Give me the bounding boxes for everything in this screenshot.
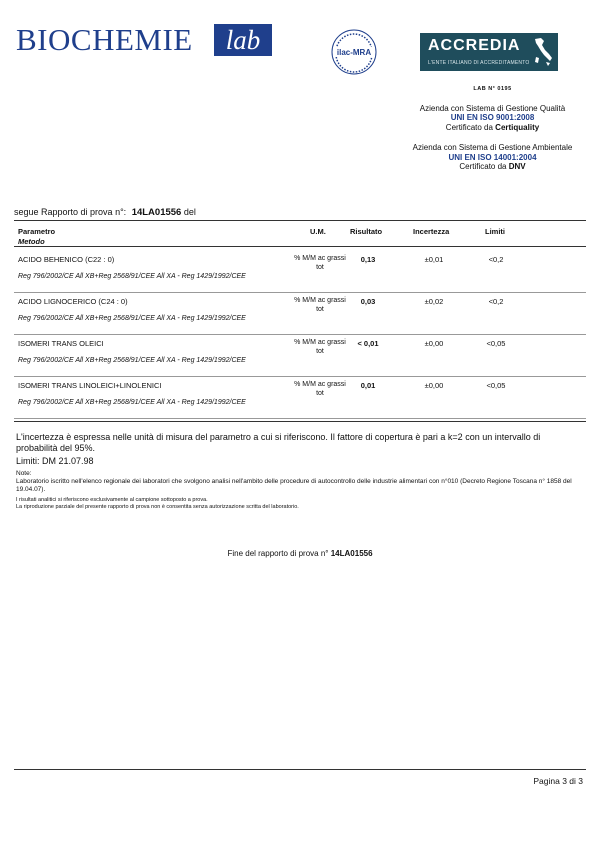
page-number: Pagina 3 di 3 <box>533 776 583 786</box>
param-uncertainty: ±0,02 <box>424 297 444 306</box>
table-row <box>14 376 586 418</box>
logo-text: BIOCHEMIE <box>16 22 193 57</box>
col-header-risultato: Risultato <box>350 227 383 236</box>
param-method: Reg 796/2002/CE All XB+Reg 2568/91/CEE All XA - Reg 1429/1992/CEE <box>18 315 246 322</box>
ilac-mra-logo <box>330 28 378 76</box>
param-method: Reg 796/2002/CE All XB+Reg 2568/91/CEE All XA - Reg 1429/1992/CEE <box>18 273 246 280</box>
accredia-name: ACCREDIA <box>428 37 521 54</box>
lab-number: LAB N° 0195 <box>473 86 512 92</box>
param-name: ACIDO LIGNOCERICO (C24 : 0) <box>18 297 128 306</box>
col-header-metodo: Metodo <box>18 237 45 246</box>
param-limit: <0,05 <box>486 339 506 348</box>
quality-certifier: Certificato da Certiquality <box>445 122 540 132</box>
disclaimer-reproduction: La riproduzione parziale del presente rapporto di prova non è consentita senza autorizzazione scritta del laboratorio. <box>16 504 299 510</box>
param-unit: % M/M ac grassi tot <box>294 381 346 397</box>
lab-note <box>16 470 582 494</box>
param-result: < 0,01 <box>357 339 379 348</box>
param-method: Reg 796/2002/CE All XB+Reg 2568/91/CEE All XA - Reg 1429/1992/CEE <box>18 399 246 406</box>
col-header-incertezza: Incertezza <box>413 227 450 236</box>
param-name: ISOMERI TRANS OLEICI <box>18 339 104 348</box>
param-result: 0,13 <box>360 255 376 264</box>
note-text: Laboratorio iscritto nell'elenco regionale dei laboratori che svolgono analisi nell'ambito delle procedure di autocontrollo delle industrie alimentari con n°010 (Decreto Regione Toscana n° 1858 del 19.04.07). <box>16 478 572 493</box>
report-number: 14LA01556 <box>131 207 182 218</box>
table-bottom-rule <box>14 421 586 422</box>
table-top-rule <box>14 220 586 221</box>
param-unit: % M/M ac grassi tot <box>294 339 346 355</box>
table-row <box>14 250 586 292</box>
accredia-logo <box>420 33 558 71</box>
quality-system-line: Azienda con Sistema di Gestione Qualità <box>419 103 566 113</box>
note-label: Note: <box>16 470 32 477</box>
end-prefix: Fine del rapporto di prova n° <box>227 549 329 558</box>
accredia-subtitle: L'ENTE ITALIANO DI ACCREDITAMENTO <box>428 60 530 66</box>
report-suffix: del <box>183 207 196 217</box>
param-name: ACIDO BEHENICO (C22 : 0) <box>18 255 115 264</box>
param-method: Reg 796/2002/CE All XB+Reg 2568/91/CEE All XA - Reg 1429/1992/CEE <box>18 357 246 364</box>
logo-lab-text: lab <box>225 25 261 55</box>
param-limit: <0,2 <box>488 255 504 264</box>
disclaimer-results: I risultati analitici si riferiscono esclusivamente al campione sottoposto a prova. <box>16 497 208 503</box>
table-row <box>14 334 586 376</box>
end-of-report <box>0 549 600 558</box>
param-name: ISOMERI TRANS LINOLEICI+LINOLENICI <box>18 381 162 390</box>
biochemie-lab-logo <box>16 22 261 58</box>
col-header-parametro: Parametro <box>18 227 56 236</box>
param-unit: % M/M ac grassi tot <box>294 297 346 313</box>
italy-map-icon <box>532 37 554 67</box>
certifications-block <box>395 85 590 172</box>
footer-rule <box>14 769 586 770</box>
param-limit: <0,05 <box>486 381 506 390</box>
environment-certifier: Certificato da DNV <box>459 162 526 171</box>
param-uncertainty: ±0,00 <box>424 339 444 348</box>
param-limit: <0,2 <box>488 297 504 306</box>
col-header-limiti: Limiti <box>485 227 505 236</box>
logo-lab-box <box>214 24 272 56</box>
quality-standard: UNI EN ISO 9001:2008 <box>450 113 535 122</box>
disclaimers <box>16 497 582 511</box>
uncertainty-note: L'incertezza è espressa nelle unità di misura del parametro a cui si riferiscono. Il fattore di copertura è pari a k=2 con un intervallo di probabilità del 95%. <box>16 432 541 453</box>
param-uncertainty: ±0,01 <box>424 255 444 264</box>
param-unit: % M/M ac grassi tot <box>294 255 346 271</box>
end-number: 14LA01556 <box>330 549 373 558</box>
param-result: 0,03 <box>360 297 376 306</box>
param-result: 0,01 <box>360 381 376 390</box>
limits-reference: Limiti: DM 21.07.98 <box>16 456 94 466</box>
report-reference <box>14 207 196 218</box>
table-row <box>14 292 586 334</box>
param-uncertainty: ±0,00 <box>424 381 444 390</box>
environment-standard: UNI EN ISO 14001:2004 <box>448 152 537 162</box>
svg-text:ilac-MRA: ilac-MRA <box>336 48 372 57</box>
col-header-um: U.M. <box>310 227 326 236</box>
row-divider <box>14 418 586 419</box>
header-rule <box>14 246 586 247</box>
report-prefix: segue Rapporto di prova n°: <box>14 207 127 217</box>
environment-system-line: Azienda con Sistema di Gestione Ambientale <box>412 143 573 152</box>
